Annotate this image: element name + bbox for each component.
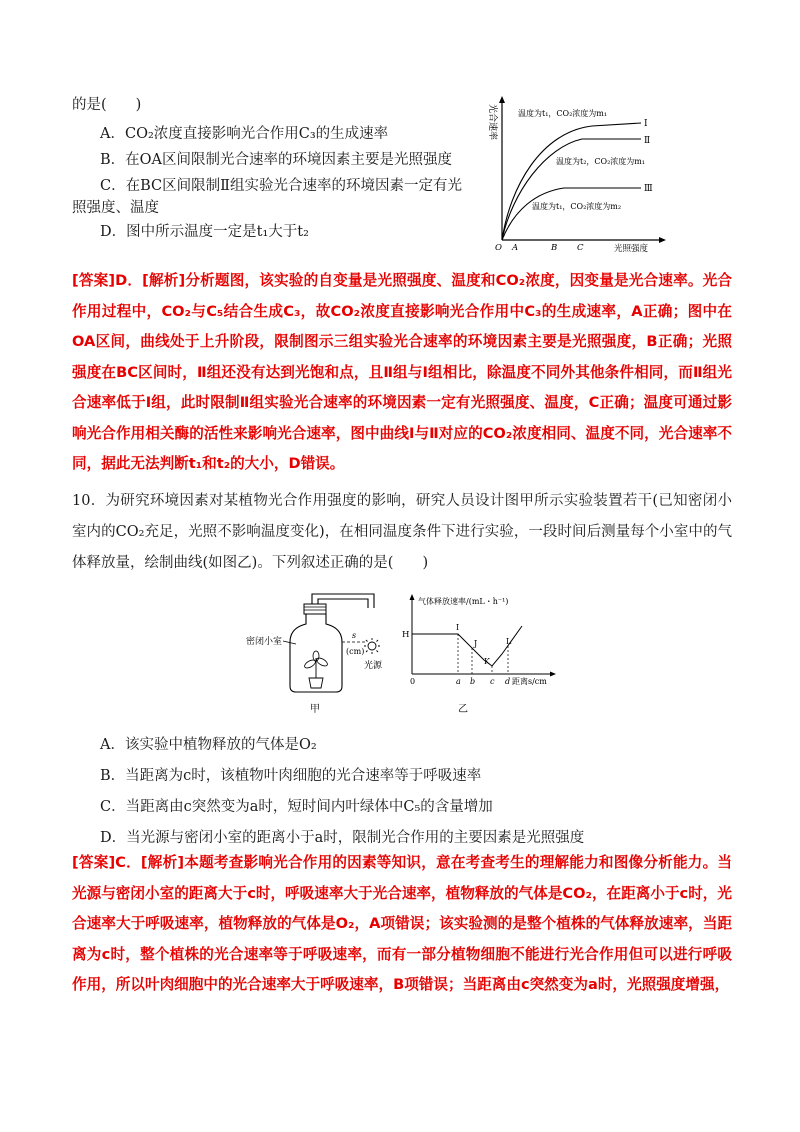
q10-option-a: A．该实验中植物释放的气体是O₂ <box>100 737 317 753</box>
apparatus-figure-jia <box>246 586 396 716</box>
gas-release-chart-yi <box>400 590 570 716</box>
q10-option-c: C．当距离由c突然变为a时，短时间内叶绿体中C₅的含量增加 <box>100 799 493 815</box>
fig-yi-tick-a: a <box>456 677 461 686</box>
light-source-sun-icon <box>364 638 380 654</box>
distance-unit-label: (cm) <box>346 647 365 656</box>
fig-yi-h-label: H <box>402 630 410 640</box>
point-label-i: I <box>456 623 460 632</box>
curve-i <box>502 123 641 240</box>
fig-jia-caption: 甲 <box>310 704 320 715</box>
curve-iii <box>502 188 641 240</box>
q10-stem: 10．为研究环境因素对某植物光合作用强度的影响，研究人员设计图甲所示实验装置若干(已知密闭小室内的CO₂充足，光照不影响温度变化)，在相同温度条件下进行实验，一段时间后测量每个小室中的气体释放量，绘制曲线(如图乙)。下列叙述正确的是( ) <box>72 493 732 571</box>
q10-option-d: D．当光源与密闭小室的距离小于a时，限制光合作用的主要因素是光照强度 <box>100 830 585 846</box>
q9-option-c-line1: C．在BC区间限制Ⅱ组实验光合速率的环境因素一定有光 <box>100 178 462 194</box>
q9-option-c-line2: 照强度、温度 <box>72 200 159 216</box>
curve-label-i: Ⅰ <box>644 119 648 129</box>
fig-yi-ylabel: 气体释放速率/(mL・h⁻¹) <box>418 597 509 606</box>
fig9-tick-b: B <box>551 243 558 253</box>
fig9-ylabel: 光合速率 <box>487 104 497 141</box>
condition-label-2: 温度为t₂，CO₂浓度为m₁ <box>556 157 646 166</box>
q9-stem-tail: 的是( ) <box>72 97 142 113</box>
light-source-label: 光源 <box>364 661 383 671</box>
q9-option-a: A．CO₂浓度直接影响光合作用C₃的生成速率 <box>100 126 389 142</box>
curve-label-iii: Ⅲ <box>644 184 653 194</box>
fig-yi-tick-d: d <box>505 677 511 686</box>
q10-option-b: B．当距离为c时，该植物叶肉细胞的光合速率等于呼吸速率 <box>100 768 482 784</box>
fig-yi-tick-b: b <box>470 677 476 686</box>
fig-yi-origin: 0 <box>410 677 416 686</box>
q9-option-b: B．在OA区间限制光合速率的环境因素主要是光照强度 <box>100 152 453 168</box>
q9-answer: [答案]D．[解析]分析题图，该实验的自变量是光照强度、温度和CO₂浓度，因变量是光合速率。光合作用过程中，CO₂与C₅结合生成C₃，故CO₂浓度直接影响光合作用中C₃的生成速率，A正确；图中在OA区间，曲线处于上升阶段，限制图示三组实验光合速率的环境因素主要是光照强度，B正确；光照强度在BC区间时，Ⅱ组还没有达到光饱和点，且Ⅱ组与Ⅰ组相比，除温度不同外其他条件相同，而Ⅱ组光合速率低于Ⅰ组，此时限制Ⅱ组实验光合速率的环境因素一定有光照强度、温度，C正确；温度可通过影响光合作用相关酶的活性来影响光合速率，图中曲线Ⅰ与Ⅱ对应的CO₂浓度相同、温度不同，光合速率不同，据此无法判断t₁和t₂的大小，D错误。 <box>72 272 732 472</box>
fig9-tick-a: A <box>512 243 519 253</box>
fig9-tick-c: C <box>577 243 584 253</box>
gas-release-curve <box>412 626 522 666</box>
fig9-origin: O <box>495 243 502 253</box>
q9-option-d: D．图中所示温度一定是t₁大于t₂ <box>100 224 309 240</box>
q10-answer: [答案]C．[解析]本题考查影响光合作用的因素等知识，意在考查考生的理解能力和图像分析能力。当光源与密闭小室的距离大于c时，呼吸速率大于光合速率，植物释放的气体是CO₂，在距离小于c时，光合速率大于呼吸速率，植物释放的气体是O₂，A项错误；该实验测的是整个植株的气体释放速率，当距离为c时，整个植株的光合速率等于呼吸速率，而有一部分植物细胞不能进行光合作用但可以进行呼吸作用，所以叶肉细胞中的光合速率大于呼吸速率，B项错误；当距离由c突然变为a时，光照强度增强， <box>72 854 732 993</box>
distance-s-label: s <box>352 631 357 640</box>
photosynthesis-light-curve-figure <box>486 92 672 256</box>
chamber-label: 密闭小室 <box>246 637 283 647</box>
fig9-xlabel: 光照强度 <box>614 244 649 254</box>
curve-ii <box>502 139 641 240</box>
fig-yi-xlabel: 距离s/cm <box>512 677 547 686</box>
curve-label-ii: Ⅱ <box>644 136 651 146</box>
point-label-k: K <box>484 657 490 666</box>
fig-yi-tick-c: c <box>490 677 495 686</box>
condition-label-1: 温度为t₁，CO₂浓度为m₁ <box>518 109 608 118</box>
point-label-j: J <box>474 639 478 648</box>
point-label-l: L <box>506 637 512 646</box>
condition-label-3: 温度为t₁，CO₂浓度为m₂ <box>532 202 622 211</box>
fig-yi-caption: 乙 <box>458 704 468 715</box>
